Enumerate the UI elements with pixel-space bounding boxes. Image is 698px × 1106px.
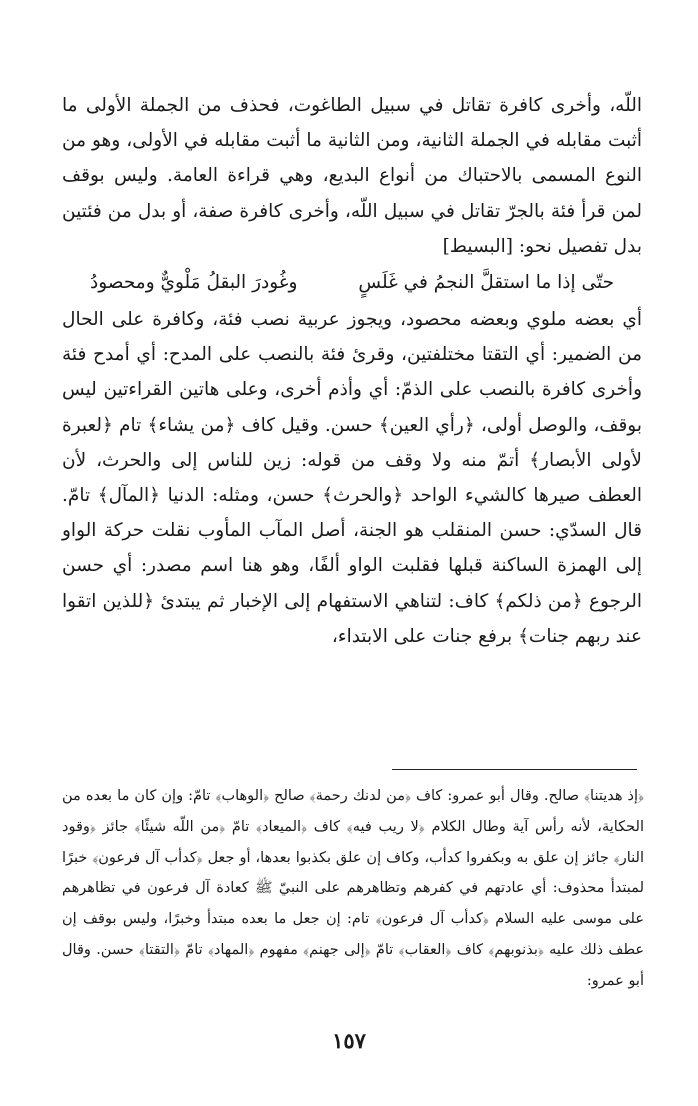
verse-first-hemistich: حتّى إذا ما استقلَّ النجمُ في غَلَسٍ [358,272,614,294]
footnote-separator [392,769,637,770]
poetry-verse [62,264,642,302]
paragraph-1: اللّه، وأخرى كافرة تقاتل في سبيل الطاغوت، فحذف من الجملة الأولى ما أثبت مقابله في الجملة الثانية، ومن الثانية ما أثبت مقابله في الأولى، وهو من النوع المسمى بالاحتباك من أنواع البديع، وهي قراءة العامة. وليس بوقف لمن قرأ فئة بالجرّ تقاتل في سبيل اللّه، وأخرى كافرة صفة، أو بدل من فئتين بدل تفصيل نحو: [البسيط] [62,95,642,257]
main-text [62,88,642,654]
verse-second-hemistich: وغُودرَ البقلُ مَلْويٌّ ومحصودُ [90,272,298,294]
paragraph-2: أي بعضه ملوي وبعضه محصود، ويجوز عربية نصب فئة، وكافرة على الحال من الضمير: أي التقتا مختلفتين، وقرئ فئة بالنصب على المدح: أي أمدح فئة وأخرى كافرة بالنصب على الذمّ: أي وأذم أخرى، وعلى هاتين القراءتين ليس بوقف، والوصل أولى، ﴿رأي العين﴾ حسن. وقيل كاف ﴿من يشاء﴾ تام ﴿لعبرة لأولى الأبصار﴾ أتمّ منه ولا وقف من قوله: زين للناس إلى والحرث، لأن العطف صيرها كالشيء الواحد ﴿والحرث﴾ حسن، ومثله: الدنيا ﴿المآل﴾ تامّ. قال السدّي: حسن المنقلب هو الجنة، أصل المآب المأوب نقلت حركة الواو إلى الهمزة الساكنة قبلها فقلبت الواو ألفًا، وهو هنا اسم مصدر: أي حسن الرجوع ﴿من ذلكم﴾ كاف: لتناهي الاستفهام إلى الإخبار ثم يبتدئ ﴿للذين اتقوا عند ربهم جنات﴾ برفع جنات على الابتداء، [62,309,643,647]
footnote [62,781,644,997]
footnote-text: ﴿إذ هديتنا﴾ صالح. وقال أبو عمرو: كاف ﴿من لدنك رحمة﴾ صالح ﴿الوهاب﴾ تامّ: وإن كان ما بعده من الحكاية، لأنه رأس آية وطال الكلام ﴿لا ريب فيه﴾ كاف ﴿الميعاد﴾ تامّ ﴿من اللّه شيئًا﴾ جائز ﴿وقود النار﴾ جائز إن علق به وبكفروا كدأب، وكاف إن علق بكذبوا بعدها، أو جعل ﴿كدأب آل فرعون﴾ خبرًا لمبتدأ محذوف: أي عادتهم في كفرهم وتظاهرهم على النبيّ ﷺ كعادة آل فرعون في تظاهرهم على موسى عليه السلام ﴿كدأب آل فرعون﴾ تام: إن جعل ما بعده مبتدأ وخبرًا، وليس بوقف إن عطف ذلك عليه ﴿بذنوبهم﴾ كاف ﴿العقاب﴾ تامّ ﴿إلى جهنم﴾ مفهوم ﴿المهاد﴾ تامّ ﴿التقتا﴾ حسن. وقال أبو عمرو: [62,788,644,989]
page-number: ١٥٧ [332,1028,366,1053]
